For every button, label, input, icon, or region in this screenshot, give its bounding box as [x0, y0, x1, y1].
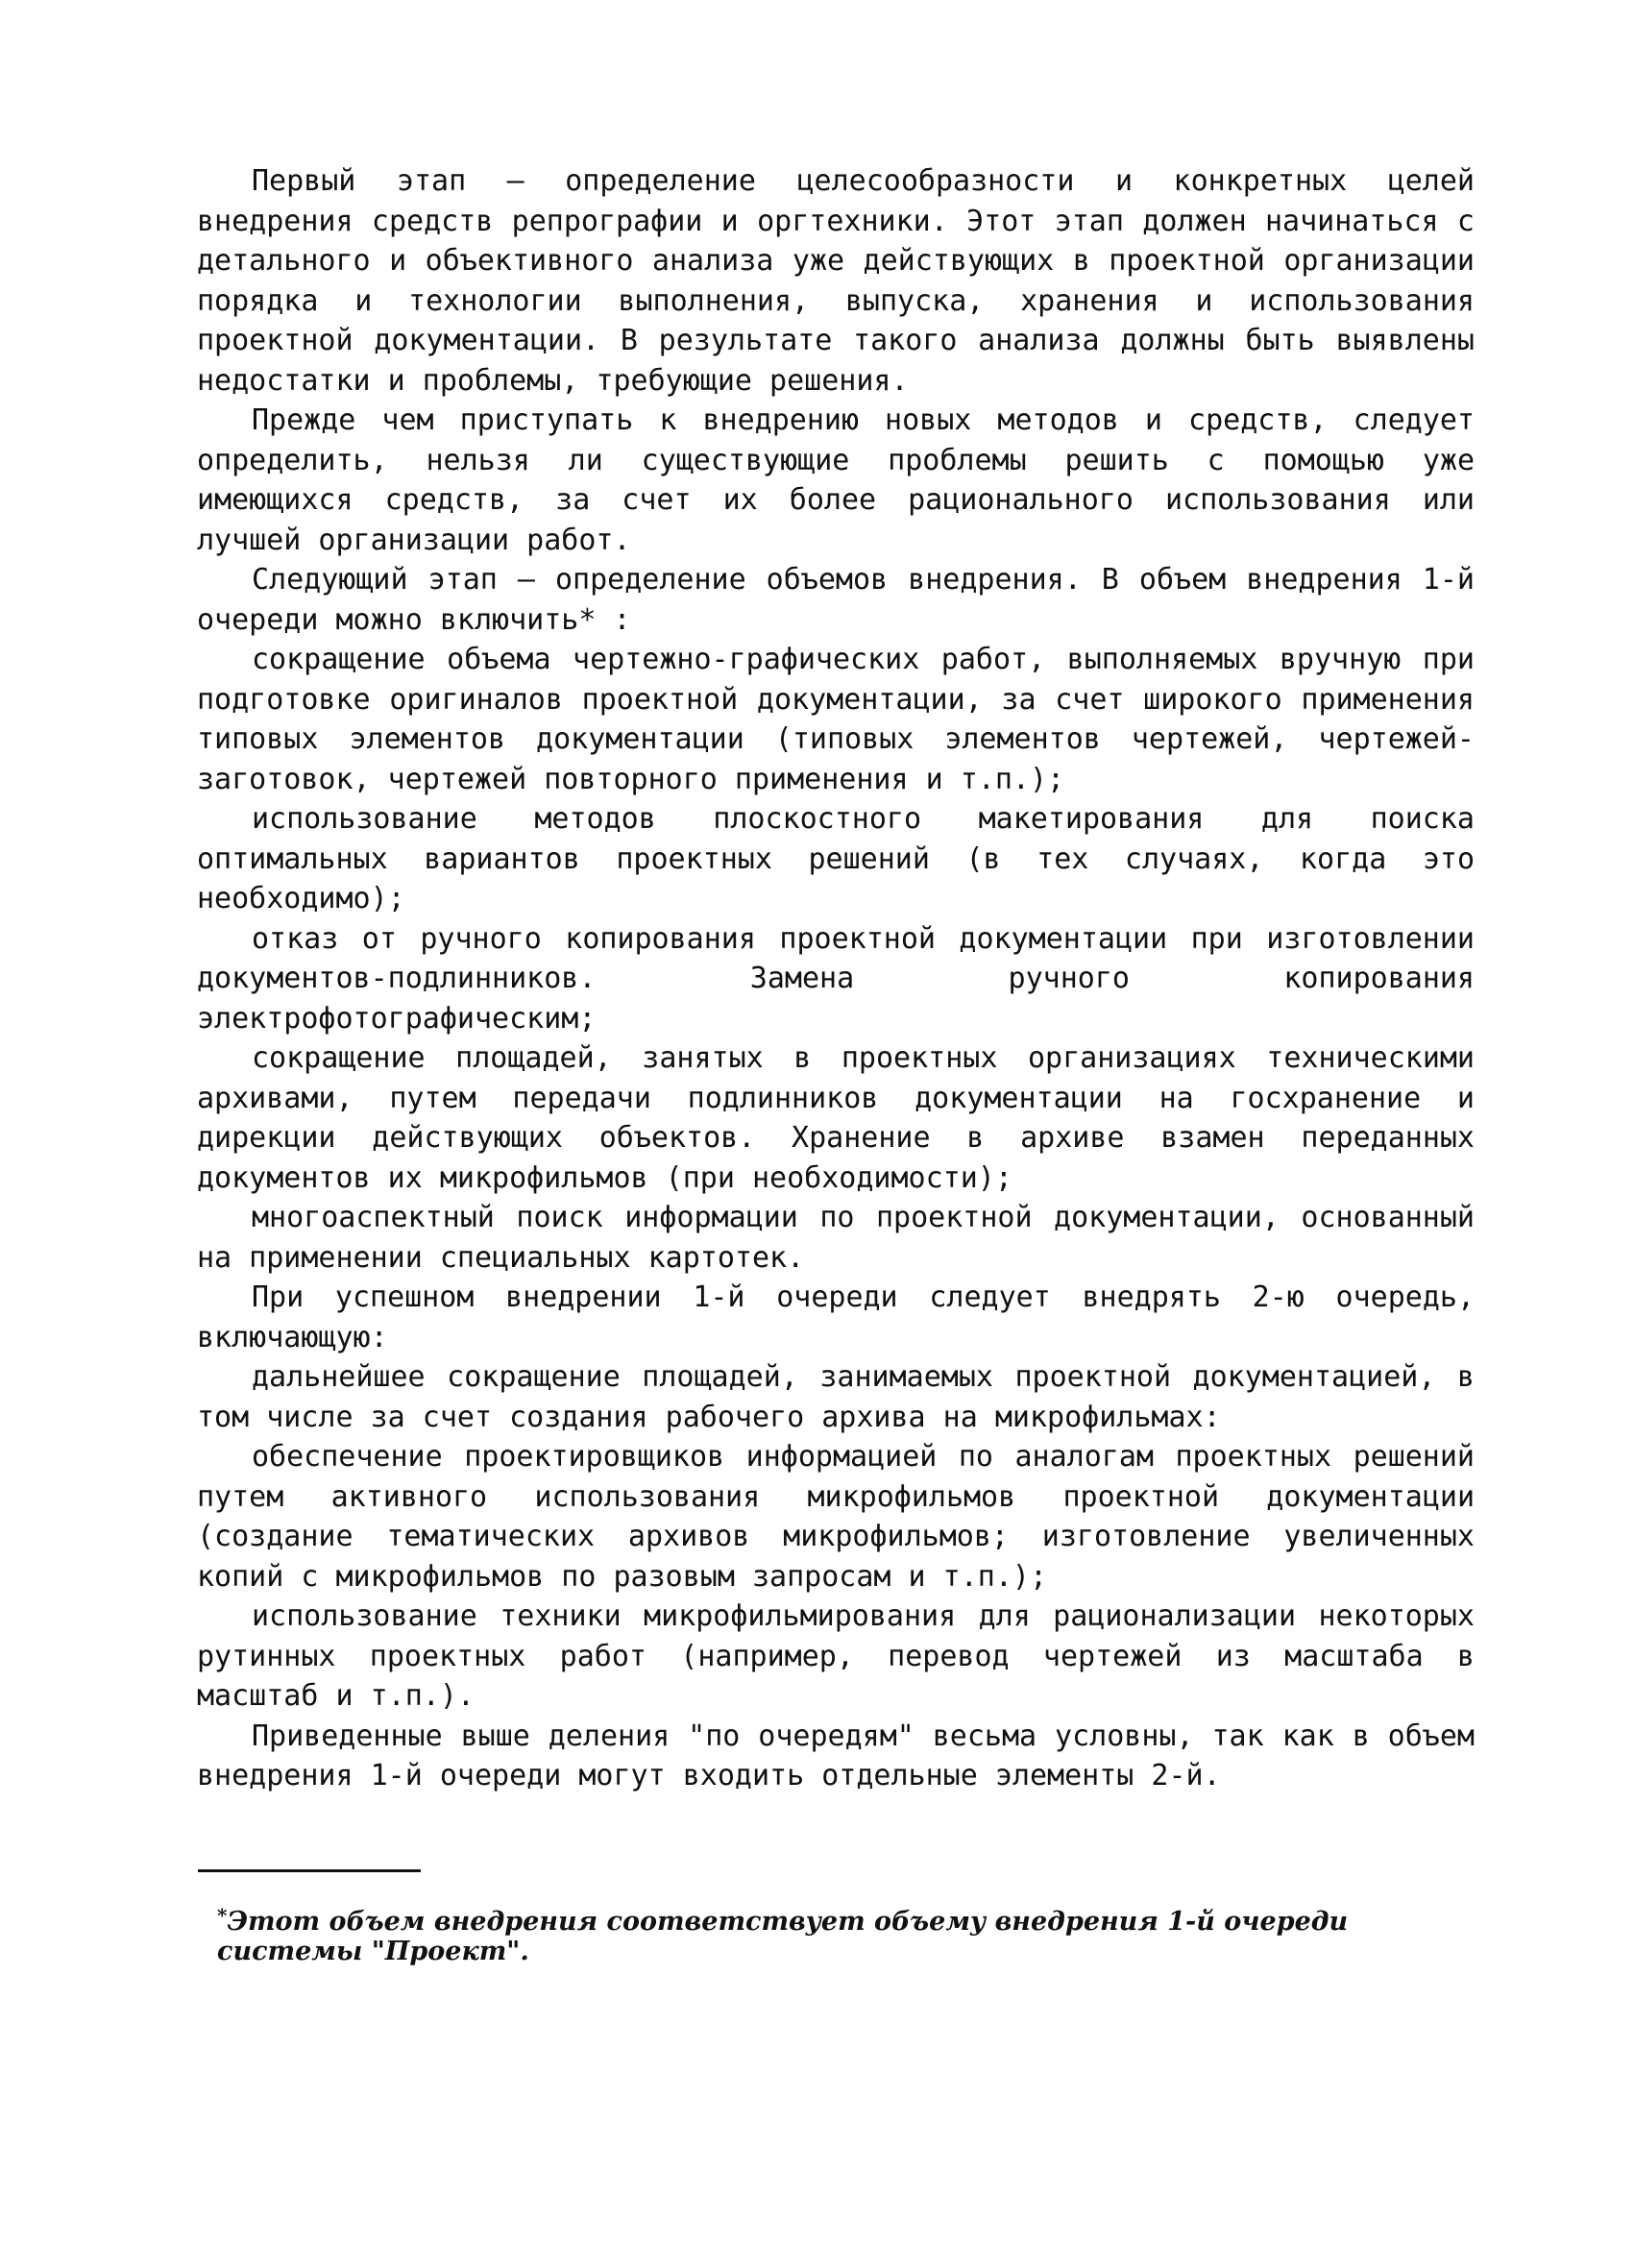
list-item-microfilming: использование техники микрофильмирования для рационализации некоторых рутинных проектных работ (например, перевод чертежей из масштаба в масштаб и т.п.).	[197, 1599, 1475, 1713]
list-item-archive-space: сокращение площадей, занятых в проектных организациях техническими архивами, путем передачи подлинников документации на госхранение и дирекции действующих объектов. Хранение в архиве взамен переданных документов их микрофильмов (при необходимости);	[197, 1041, 1475, 1195]
paragraph-before-implementing: Прежде чем приступать к внедрению новых методов и средств, следует определить, нельзя ли существующие проблемы решить с помощью уже имеющихся средств, за счет их более рационального использования или лучшей организации работ.	[197, 403, 1475, 557]
list-item-drafting-reduction: сокращение объема чертежно-графических работ, выполняемых вручную при подготовке оригиналов проектной документации, за счет широкого применения типовых элементов документации (типовых элементов чертежей, чертежей-заготовок, чертежей повторного применения и т.п.);	[197, 643, 1475, 796]
footnote-text: Этот объем внедрения соответствует объему внедрения 1-й очереди системы "Проект".	[217, 1907, 1349, 1966]
list-item-planar-modeling: использование методов плоскостного макетирования для поиска оптимальных вариантов проектных решений (в тех случаях, когда это необходимо);	[197, 802, 1475, 915]
list-item-multiaspect-search: многоаспектный поиск информации по проектной документации, основанный на применении специальных картотек.	[197, 1201, 1475, 1275]
paragraph-first-stage: Первый этап – определение целесообразности и конкретных целей внедрения средств репрографии и оргтехники. Этот этап должен начинаться с детального и объективного анализа уже действующих в проектной организации порядка и технологии выполнения, выпуска, хранения и использования проектной документации. В результате такого анализа должны быть выявлены недостатки и проблемы, требующие решения.	[197, 164, 1475, 398]
footnote-mark: *	[217, 1904, 228, 1927]
paragraph-conditional-division: Приведенные выше деления "по очередям" весьма условны, так как в объем внедрения 1-й очереди могут входить отдельные элементы 2-й.	[197, 1719, 1475, 1792]
body-text	[197, 161, 1475, 1796]
paragraph-next-stage: Следующий этап – определение объемов внедрения. В объем внедрения 1-й очереди можно включить* :	[197, 563, 1475, 637]
list-item-further-reduction: дальнейшее сокращение площадей, занимаемых проектной документацией, в том числе за счет создания рабочего архива на микрофильмах:	[197, 1360, 1475, 1434]
list-item-designer-information: обеспечение проектировщиков информацией по аналогам проектных решений путем активного использования микрофильмов проектной документации (создание тематических архивов микрофильмов; изготовление увеличенных копий с микрофильмов по разовым запросам и т.п.);	[197, 1440, 1475, 1594]
footnote	[217, 1904, 1389, 1966]
footnote-divider	[198, 1869, 421, 1872]
list-item-manual-copying: отказ от ручного копирования проектной документации при изготовлении документов-подлинников. Замена ручного копирования электрофотографическим;	[197, 921, 1475, 1036]
paragraph-second-stage: При успешном внедрении 1-й очереди следует внедрять 2-ю очередь, включающую:	[197, 1280, 1475, 1354]
